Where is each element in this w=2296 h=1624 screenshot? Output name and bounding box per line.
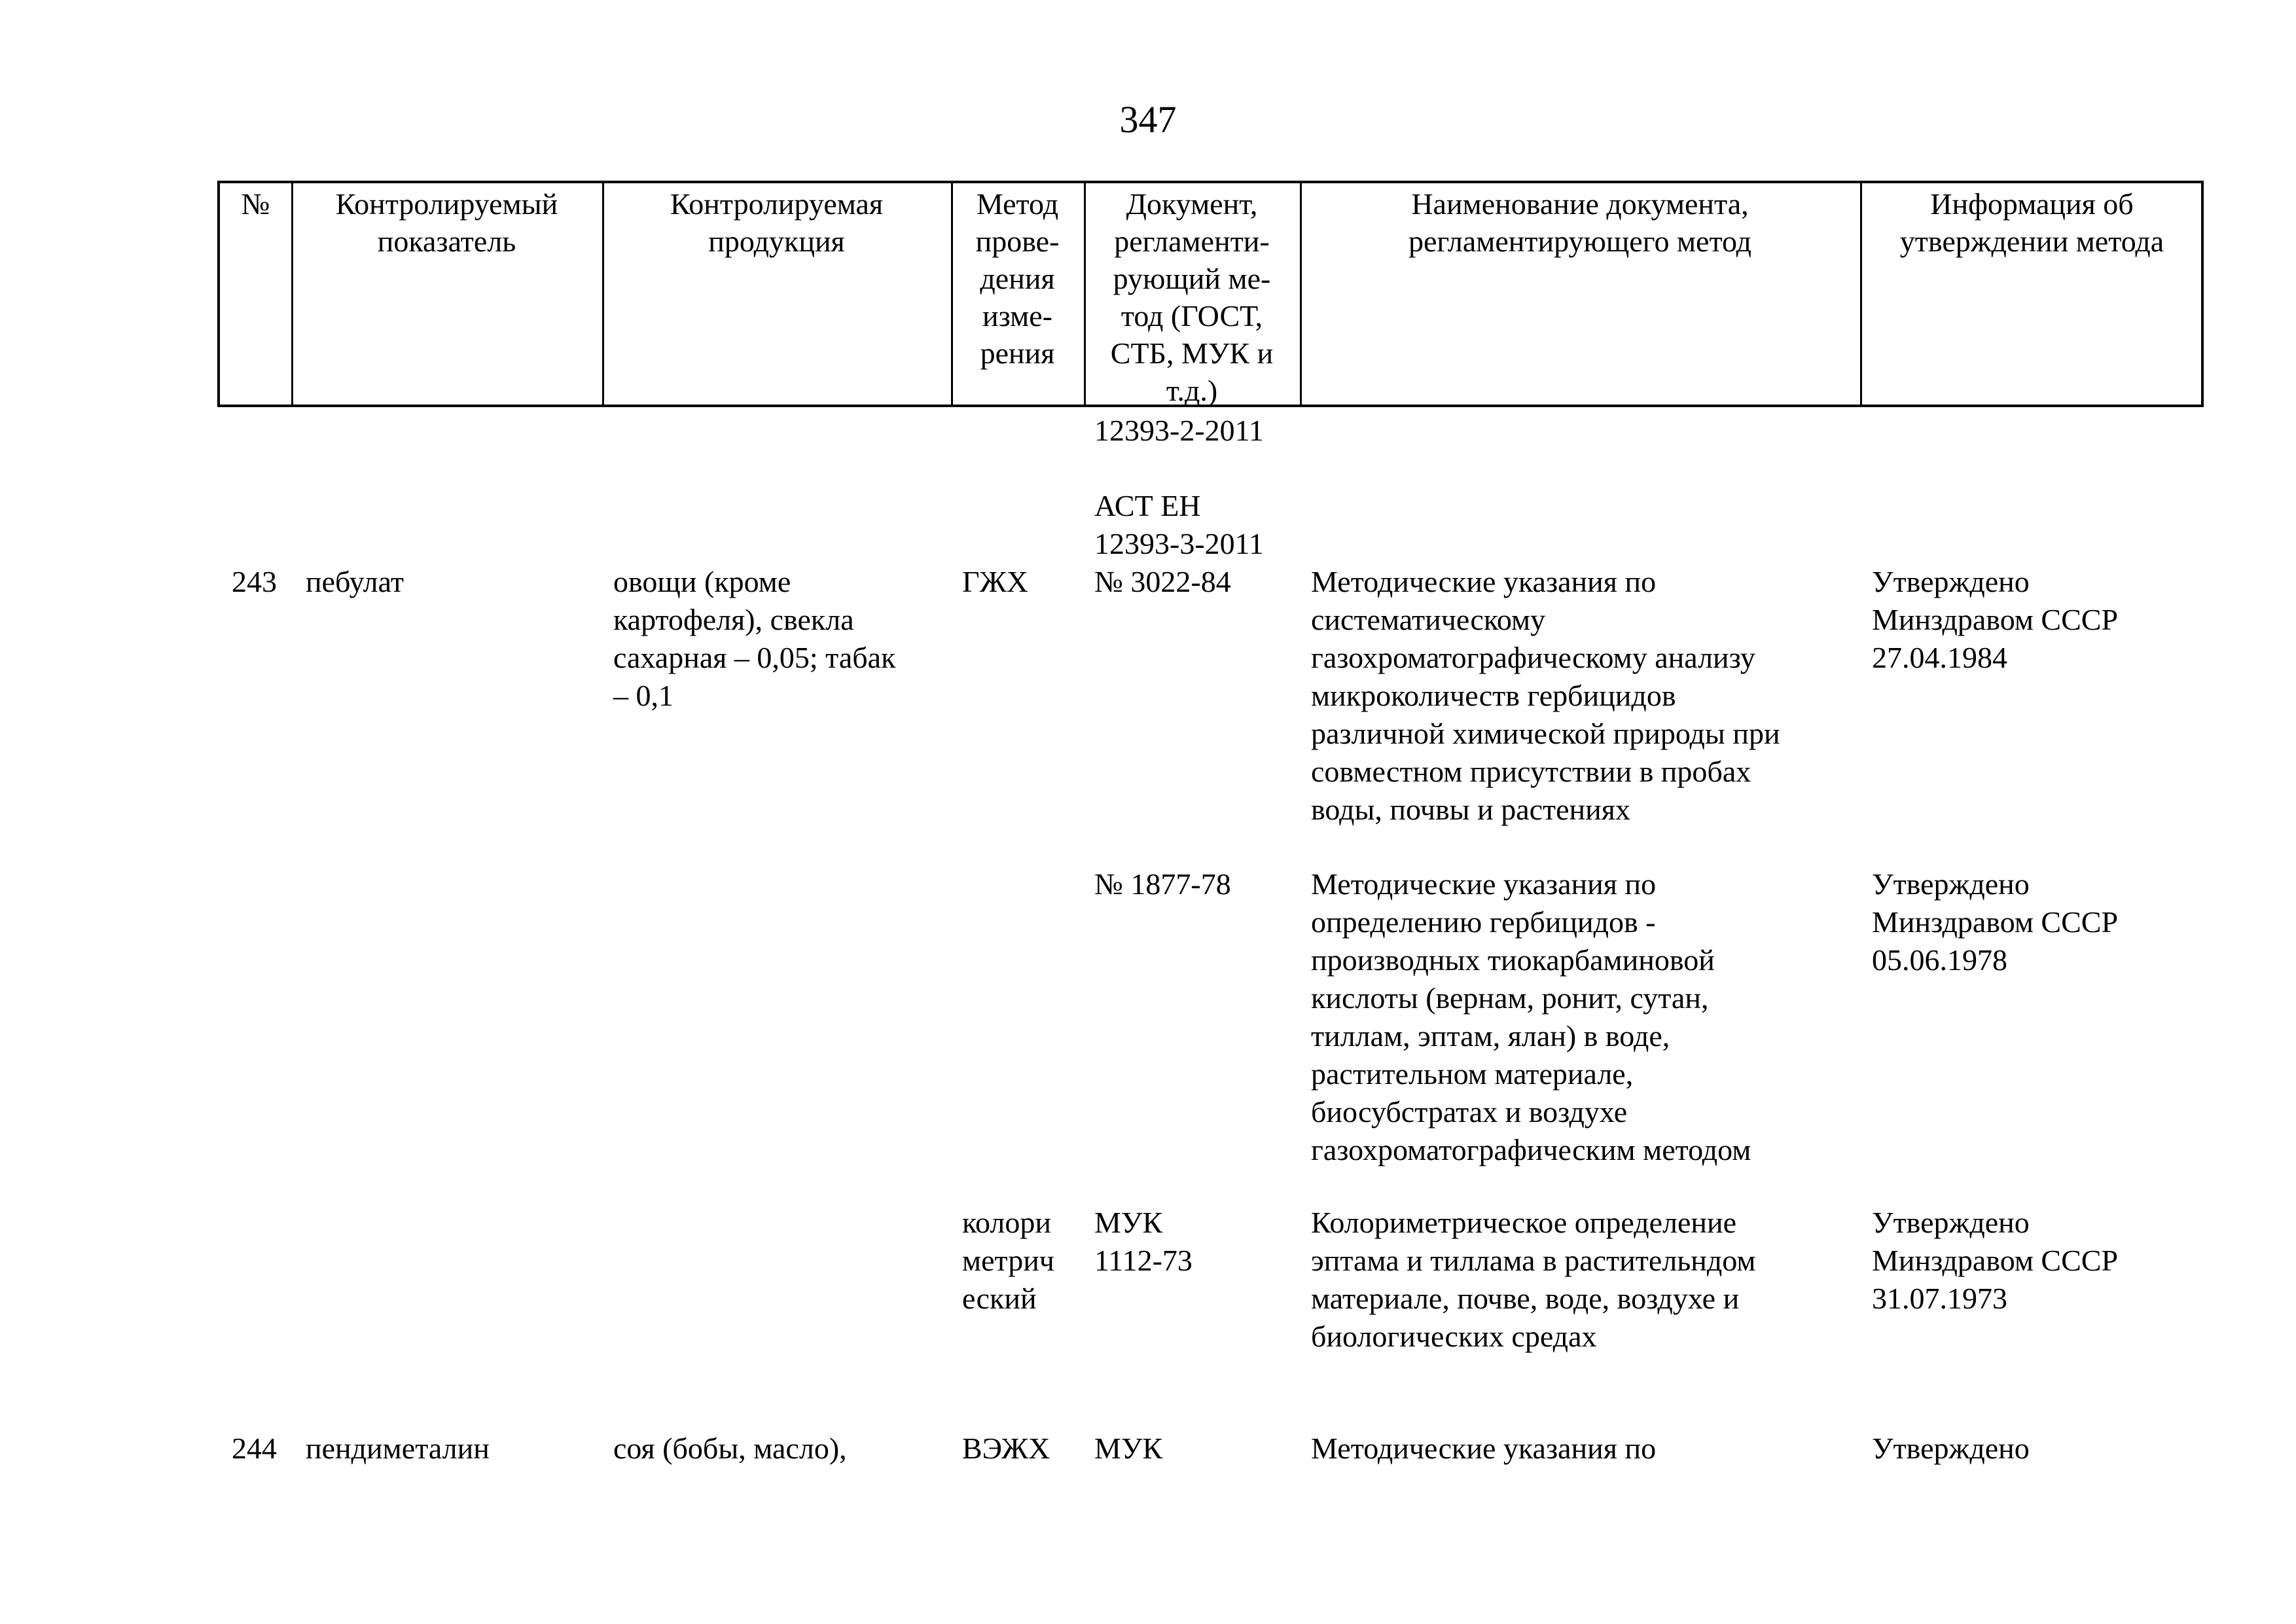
header-indicator: Контролируемый показатель xyxy=(335,187,558,258)
document-cell: МУК xyxy=(1094,1432,1163,1465)
header-product: Контролируемая продукция xyxy=(670,187,884,258)
carryover-document: 12393-2-2011 xyxy=(1094,414,1264,447)
page-number: 347 xyxy=(1119,98,1177,141)
product-cell: овощи (кроме картофеля), свекла сахарная – 0,05; табак – 0,1 xyxy=(613,565,896,712)
document-cell: № 3022-84 xyxy=(1094,565,1231,598)
header-doc-name: Наименование документа, регламентирующего метод xyxy=(1408,187,1752,258)
doc-name-cell: Методические указания по определению гербицидов - производных тиокарбаминовой кислоты (вернам, ронит, сутан, тиллам, эптам, ялан) в воде, растительном материале, биосубстратах и воздухе газохроматографическим методом xyxy=(1311,867,1751,1166)
product-cell: соя (бобы, масло), xyxy=(613,1432,847,1465)
method-cell: ВЭЖХ xyxy=(962,1432,1050,1465)
doc-name-cell: Методические указания по xyxy=(1311,1432,1657,1465)
approval-cell: Утверждено Минздравом СССР 05.06.1978 xyxy=(1872,867,2119,977)
document-cell: МУК 1112-73 xyxy=(1094,1206,1193,1277)
header-num: № xyxy=(241,187,270,221)
indicator-cell: пендиметалин xyxy=(306,1432,490,1465)
doc-name-cell: Колориметрическое определение эптама и тиллама в растительндом материале, почве, воде, воздухе и биологических средах xyxy=(1311,1206,1756,1353)
approval-cell: Утверждено Минздравом СССР 27.04.1984 xyxy=(1872,565,2119,674)
indicator-cell: пебулат xyxy=(306,565,404,598)
doc-name-cell: Методические указания по систематическому газохроматографическому анализу микроколичеств гербицидов различной химической природы при совместном присутствии в пробах воды, почвы и растениях xyxy=(1311,565,1780,826)
header-approval: Информация об утверждении метода xyxy=(1899,187,2164,258)
approval-cell: Утверждено Минздравом СССР 31.07.1973 xyxy=(1872,1206,2119,1315)
header-method: Метод прове- дения изме- рения xyxy=(975,187,1060,370)
row-number: 243 xyxy=(232,565,277,598)
approval-cell: Утверждено xyxy=(1872,1432,2030,1465)
header-document: Документ, регламенти- рующий ме- тод (ГОСТ, СТБ, МУК и т.д.) xyxy=(1110,187,1274,407)
method-cell: колори метрич еский xyxy=(962,1206,1054,1315)
method-cell: ГЖХ xyxy=(962,565,1029,598)
carryover-document: АСТ ЕН 12393-3-2011 xyxy=(1094,489,1264,560)
document-cell: № 1877-78 xyxy=(1094,867,1231,901)
row-number: 244 xyxy=(232,1432,277,1465)
table-header xyxy=(217,181,2204,407)
